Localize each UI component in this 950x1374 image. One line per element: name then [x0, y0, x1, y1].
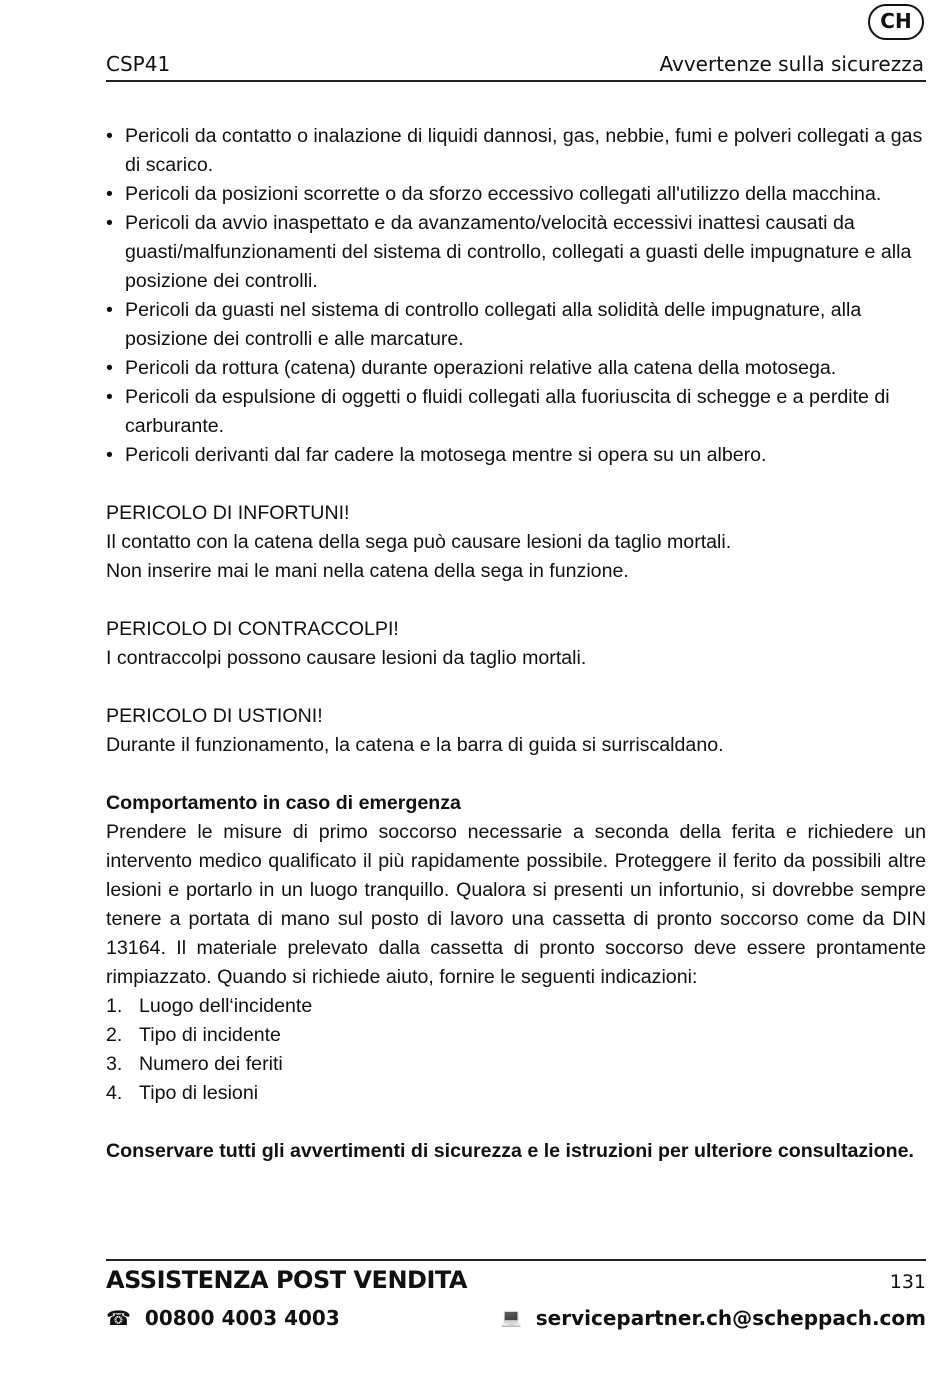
page-number: 131 [889, 1271, 926, 1293]
kickback-warning-text: I contraccolpi possono causare lesioni da taglio mortali. [106, 647, 587, 669]
email-address: servicepartner.ch@scheppach.com [535, 1306, 926, 1330]
step-text: Numero dei feriti [139, 1053, 283, 1075]
laptop-icon: 💻 [500, 1308, 522, 1328]
injury-warning-text: Non inserire mai le mani nella catena della sega in funzione. [106, 560, 629, 582]
step-number: 4. [106, 1082, 123, 1104]
bullet-icon: • [106, 183, 113, 205]
hazard-text: Pericoli da guasti nel sistema di controllo collegati alla solidità delle impugnature, alla posizione dei controlli e alle marcature. [125, 299, 862, 350]
header-divider [106, 80, 926, 82]
hazard-text: Pericoli da rottura (catena) durante operazioni relative alla catena della motosega. [125, 357, 837, 379]
injury-warning-title: PERICOLO DI INFORTUNI! [106, 502, 350, 524]
emergency-text: Prendere le misure di primo soccorso necessarie a seconda della ferita e richiedere un intervento medico qualificato il più rapidamente possibile. Proteggere il ferito da possibili altre lesioni e portarlo in un luogo tranquillo. Qualora si presenti un infortunio, si dovrebbe sempre tenere a portata di mano sul posto di lavoro una cassetta di pronto soccorso come da DIN 13164. Il materiale prelevato dalla cassetta di pronto soccorso deve essere prontamente rimpiazzato. Quando si richiede aiuto, fornire le seguenti indicazioni: [106, 821, 926, 988]
closing-note: Conservare tutti gli avvertimenti di sicurezza e le istruzioni per ulteriore consultazione. [106, 1140, 914, 1162]
step-number: 2. [106, 1024, 123, 1046]
bullet-icon: • [106, 299, 113, 321]
list-item [106, 383, 926, 441]
burn-warning-title: PERICOLO DI USTIONI! [106, 705, 323, 727]
injury-warning-text: Il contatto con la catena della sega può causare lesioni da taglio mortali. [106, 531, 732, 553]
phone-icon: ☎ [106, 1306, 131, 1330]
footer-email [501, 1306, 926, 1330]
footer-divider [106, 1259, 926, 1261]
hazard-text: Pericoli da espulsione di oggetti o fluidi collegati alla fuoriuscita di schegge e a perdite di carburante. [125, 386, 890, 437]
model-label: CSP41 [106, 52, 171, 76]
list-item [106, 1079, 926, 1108]
section-title: Avvertenze sulla sicurezza [659, 52, 924, 76]
bullet-icon: • [106, 125, 113, 147]
emergency-steps [106, 992, 926, 1108]
main-content [106, 122, 926, 1166]
hazard-list [106, 122, 926, 470]
step-number: 1. [106, 995, 123, 1017]
step-text: Luogo dell‘incidente [139, 995, 313, 1017]
list-item [106, 1021, 926, 1050]
hazard-text: Pericoli da avvio inaspettato e da avanzamento/velocità eccessivi inattesi causati da guasti/malfunzionamenti del sistema di controllo, collegati a guasti delle impugnature e alla posizione dei controlli. [125, 212, 912, 292]
list-item [106, 296, 926, 354]
step-number: 3. [106, 1053, 123, 1075]
footer-phone [106, 1306, 340, 1330]
hazard-text: Pericoli da contatto o inalazione di liquidi dannosi, gas, nebbie, fumi e polveri collegati a gas di scarico. [125, 125, 923, 176]
hazard-text: Pericoli da posizioni scorrette o da sforzo eccessivo collegati all'utilizzo della macchina. [125, 183, 882, 205]
list-item [106, 992, 926, 1021]
list-item [106, 1050, 926, 1079]
hazard-text: Pericoli derivanti dal far cadere la motosega mentre si opera su un albero. [125, 444, 767, 466]
step-text: Tipo di incidente [139, 1024, 281, 1046]
kickback-warning-title: PERICOLO DI CONTRACCOLPI! [106, 618, 399, 640]
burn-warning-text: Durante il funzionamento, la catena e la barra di guida si surriscaldano. [106, 734, 724, 756]
phone-number: 00800 4003 4003 [144, 1306, 340, 1330]
list-item [106, 354, 926, 383]
country-badge: CH [868, 4, 924, 40]
bullet-icon: • [106, 357, 113, 379]
bullet-icon: • [106, 386, 113, 408]
list-item [106, 122, 926, 180]
list-item [106, 180, 926, 209]
list-item [106, 209, 926, 296]
bullet-icon: • [106, 212, 113, 234]
bullet-icon: • [106, 444, 113, 466]
emergency-title: Comportamento in caso di emergenza [106, 792, 461, 814]
footer-title: ASSISTENZA POST VENDITA [106, 1266, 467, 1294]
list-item [106, 441, 926, 470]
step-text: Tipo di lesioni [139, 1082, 259, 1104]
